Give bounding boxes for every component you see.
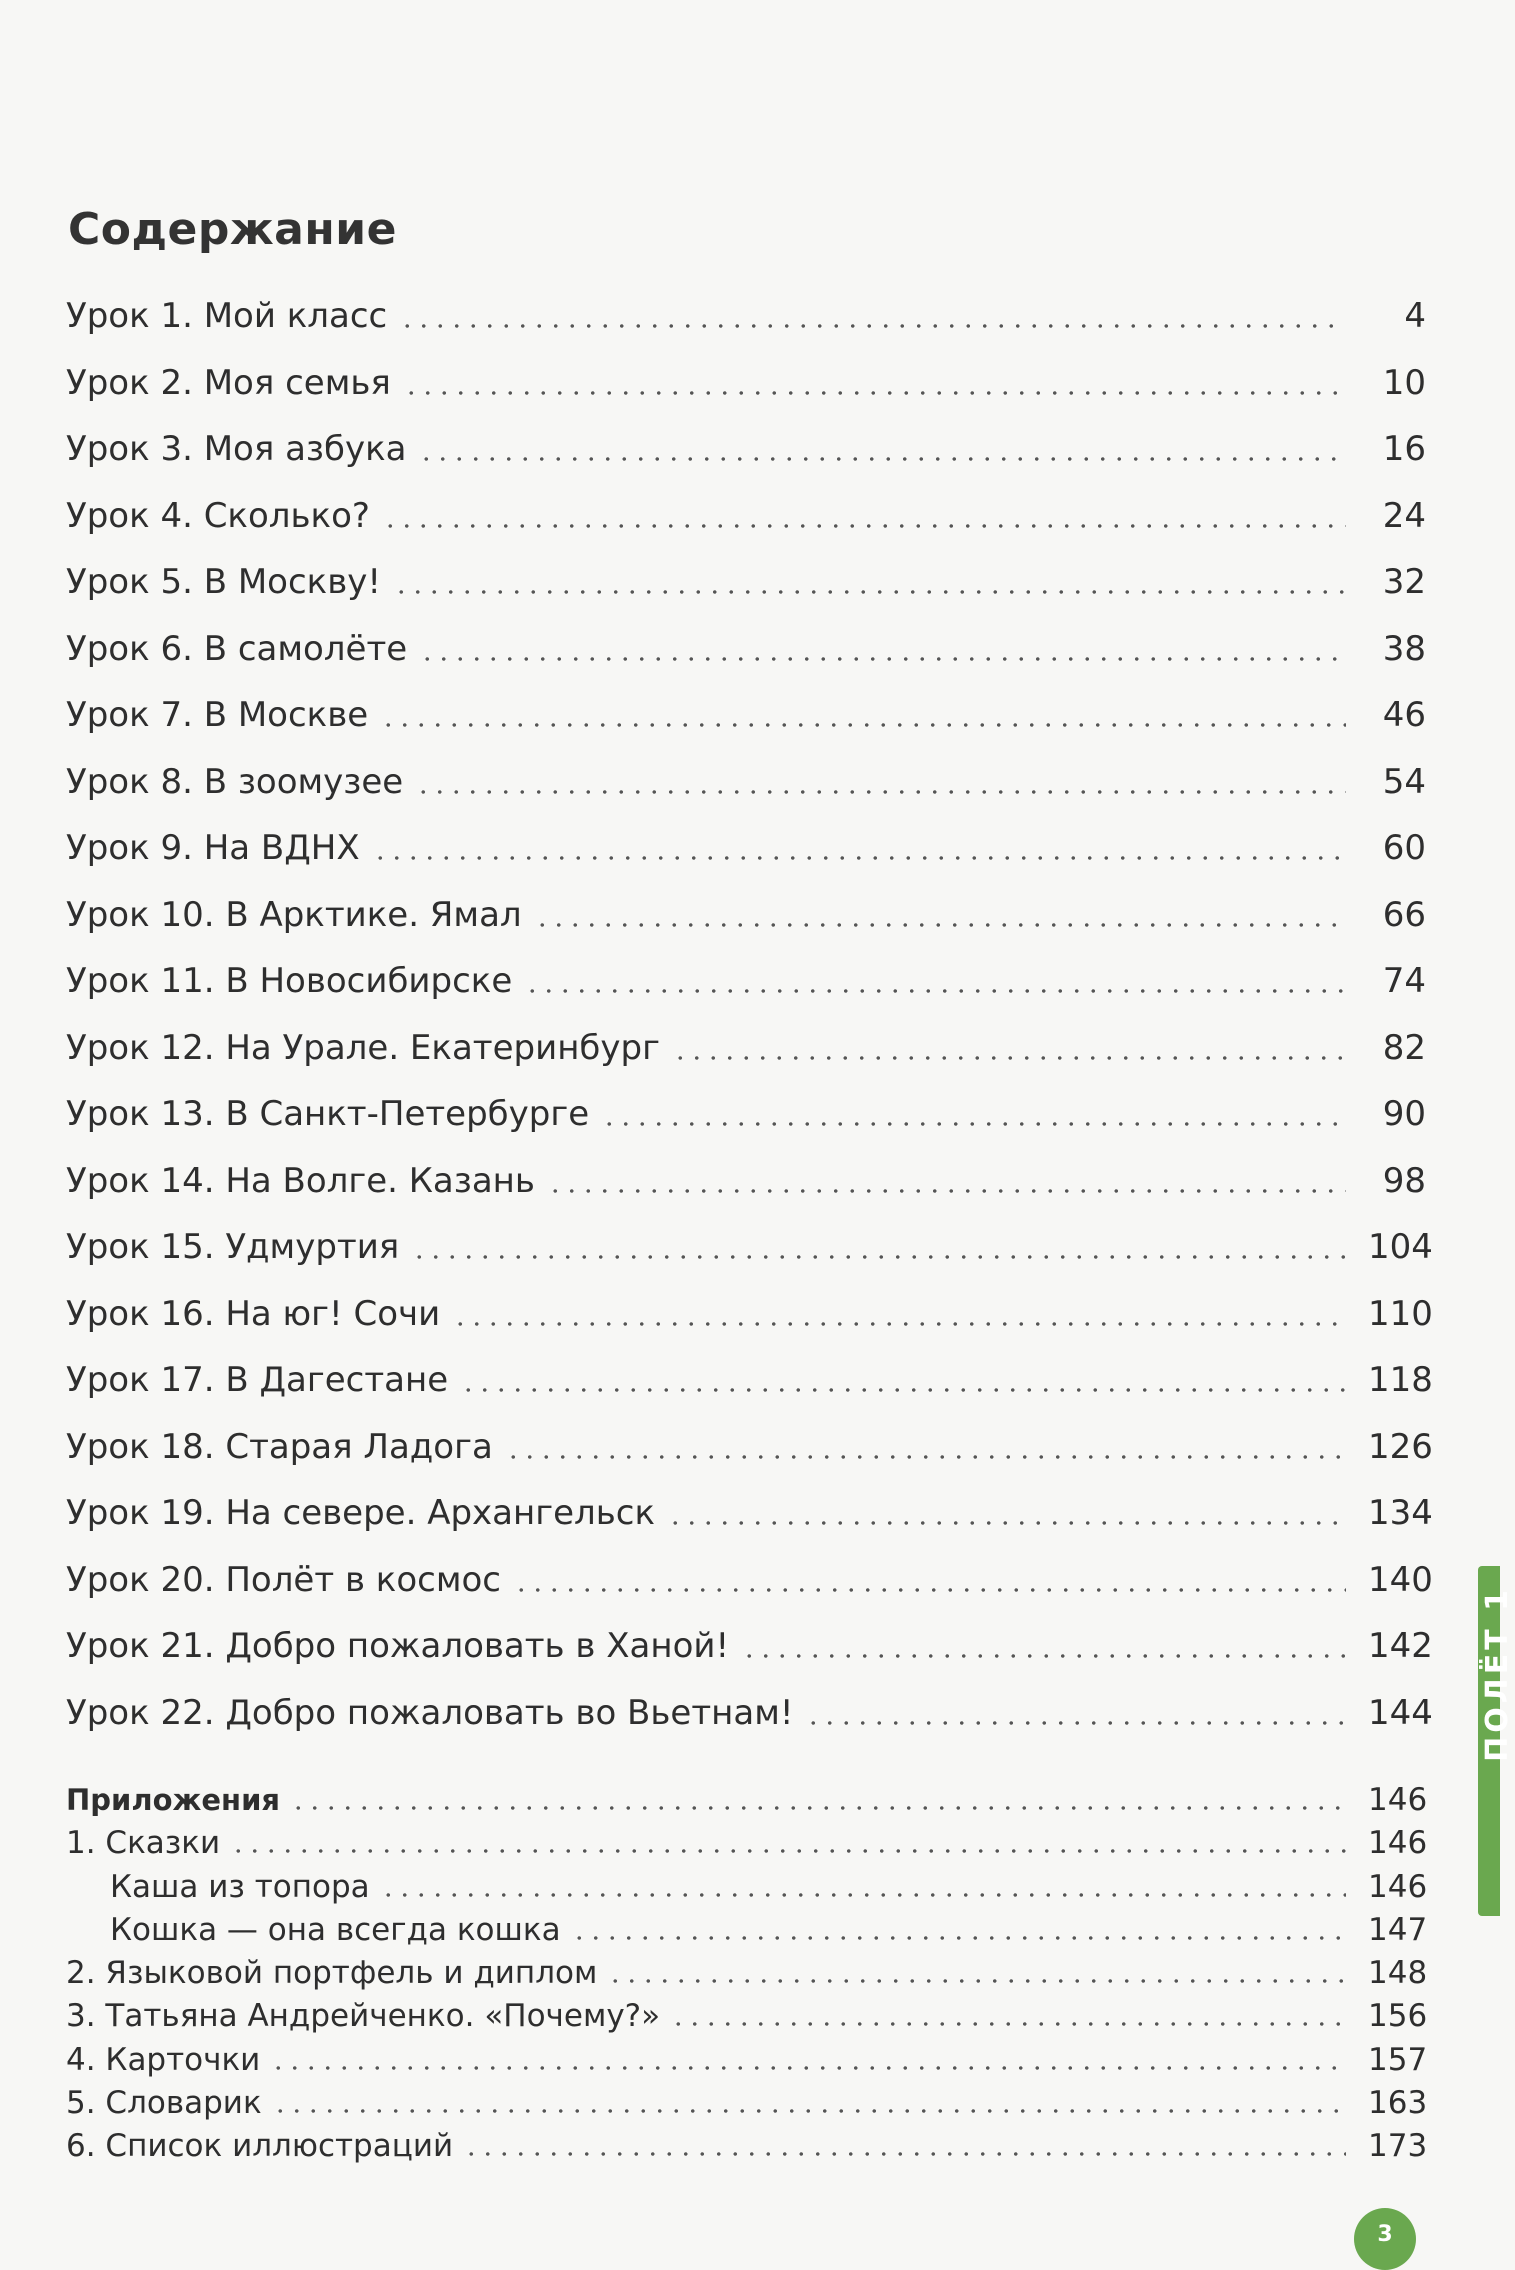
toc-entry [66,961,1426,1028]
entry-page-number: 66 [1382,894,1426,935]
entry-title: Урок 13. В Санкт-Петербурге [66,1094,590,1134]
toc-entry [66,1626,1433,1693]
entry-title: Урок 12. На Урале. Екатеринбург [66,1027,660,1068]
entry-page-number: 46 [1382,695,1426,735]
dot-leader [399,323,1346,329]
entry-page-number: 82 [1382,1027,1426,1068]
entry-page-number: 4 [1404,296,1426,336]
dot-leader [607,1978,1346,1984]
dot-leader [272,2108,1346,2114]
appendix-entry [66,1955,1426,1998]
dot-leader [372,855,1346,861]
entry-title: Урок 6. В самолёте [66,628,408,669]
table-of-contents [66,296,1433,1759]
entry-page-number: 146 [1368,1825,1428,1862]
toc-entry [66,1493,1433,1560]
entry-title: 4. Карточки [66,2041,261,2078]
entry-title: Урок 21. Добро пожаловать в Ханой! [66,1626,730,1666]
entry-page-number: 144 [1368,1692,1433,1733]
toc-entry [66,429,1426,496]
dot-leader [403,390,1346,396]
dot-leader [672,1055,1346,1061]
entry-title: Урок 20. Полёт в космос [66,1559,501,1600]
dot-leader [270,2065,1346,2071]
dot-leader [513,1587,1346,1593]
appendix-entry [66,2085,1426,2128]
entry-page-number: 140 [1368,1559,1433,1600]
side-tab-label: ПОЛЁТ 1 [1480,1586,1515,1762]
entry-title: Урок 4. Сколько? [66,495,370,536]
toc-entry [66,296,1426,363]
toc-entry [66,1293,1433,1361]
toc-entry [66,629,1426,696]
dot-leader [524,988,1346,994]
entry-page-number: 90 [1382,1094,1426,1134]
toc-entry [66,828,1426,895]
entry-title: Урок 14. На Волге. Казань [66,1160,535,1201]
dot-leader [380,1892,1346,1898]
entry-page-number: 148 [1368,1955,1428,1992]
dot-leader [670,2021,1346,2027]
entry-page-number: 156 [1368,1998,1428,2035]
entry-title: Урок 16. На юг! Сочи [66,1293,441,1334]
entry-title: Урок 22. Добро пожаловать во Вьетнам! [66,1692,794,1733]
entry-page-number: 146 [1368,1782,1428,1818]
entry-page-number: 126 [1368,1426,1433,1467]
entry-title: Урок 1. Мой класс [66,296,388,336]
appendix-entry [66,1825,1426,1868]
entry-page-number: 16 [1382,429,1426,469]
toc-entry [66,496,1426,563]
entry-page-number: 147 [1368,1911,1428,1948]
dot-leader [411,1254,1346,1260]
entry-title: 1. Сказки [66,1825,221,1862]
appendix-entry [66,1912,1426,1955]
entry-page-number: 32 [1382,562,1426,602]
dot-leader [805,1720,1346,1726]
dot-leader [393,589,1346,595]
appendix-list [66,1782,1426,2172]
entry-title: 5. Словарик [66,2085,262,2122]
appendix-entry [66,1998,1426,2041]
entry-page-number: 142 [1368,1626,1433,1666]
appendix-entry [66,1782,1426,1825]
entry-title: 3. Татьяна Андрейченко. «Почему?» [66,1998,661,2035]
entry-page-number: 110 [1368,1293,1433,1334]
entry-title: Урок 8. В зоомузее [66,761,404,802]
dot-leader [547,1188,1346,1194]
appendix-entry [66,2128,1426,2171]
dot-leader [452,1321,1346,1327]
appendix-entry [66,1869,1426,1912]
entry-title: Приложения [66,1783,281,1817]
dot-leader [534,922,1346,928]
dot-leader [290,1805,1346,1811]
entry-page-number: 146 [1368,1868,1428,1905]
entry-page-number: 38 [1382,628,1426,669]
entry-title: Урок 7. В Москве [66,695,369,735]
toc-entry [66,1094,1426,1161]
dot-leader [667,1520,1346,1526]
dot-leader [741,1653,1346,1659]
dot-leader [601,1121,1346,1127]
entry-page-number: 74 [1382,961,1426,1001]
entry-title: Кошка — она всегда кошка [110,1911,561,1948]
entry-title: 6. Список иллюстраций [66,2128,454,2165]
entry-title: Урок 3. Моя азбука [66,429,407,469]
entry-page-number: 134 [1368,1493,1433,1533]
toc-entry [66,895,1426,962]
entry-page-number: 163 [1368,2085,1428,2122]
entry-page-number: 54 [1382,761,1426,802]
entry-page-number: 98 [1382,1160,1426,1201]
dot-leader [415,789,1346,795]
entry-title: 2. Языковой портфель и диплом [66,1955,598,1992]
toc-entry [66,1426,1433,1494]
entry-title: Урок 15. Удмуртия [66,1227,400,1267]
appendix-entry [66,2042,1426,2085]
entry-title: Урок 18. Старая Ладога [66,1426,493,1467]
page-number-badge: 3 [1354,2208,1416,2270]
entry-title: Урок 17. В Дагестане [66,1360,449,1400]
toc-entry [66,695,1426,762]
entry-page-number: 173 [1368,2128,1428,2165]
entry-title: Урок 19. На севере. Архангельск [66,1493,656,1533]
dot-leader [419,656,1346,662]
dot-leader [230,1848,1346,1854]
toc-entry [66,1692,1433,1760]
chapter-side-tab [1478,1566,1515,1916]
entry-title: Урок 9. На ВДНХ [66,828,360,868]
dot-leader [505,1454,1346,1460]
entry-page-number: 24 [1382,495,1426,536]
toc-entry [66,1360,1433,1427]
dot-leader [463,2151,1346,2157]
toc-entry [66,1028,1426,1095]
entry-page-number: 10 [1382,362,1426,403]
entry-title: Урок 5. В Москву! [66,562,381,602]
dot-leader [460,1387,1346,1393]
entry-page-number: 104 [1368,1227,1433,1267]
toc-entry [66,1161,1426,1228]
entry-title: Каша из топора [110,1868,370,1905]
page-title: Содержание [68,204,397,255]
dot-leader [380,722,1346,728]
entry-page-number: 60 [1382,828,1426,868]
entry-page-number: 118 [1368,1360,1433,1400]
entry-title: Урок 10. В Арктике. Ямал [66,894,522,935]
toc-entry [66,1227,1433,1294]
dot-leader [418,456,1346,462]
toc-entry [66,363,1426,430]
entry-title: Урок 2. Моя семья [66,362,391,403]
toc-entry [66,762,1426,829]
entry-page-number: 157 [1368,2041,1428,2078]
dot-leader [382,523,1346,529]
entry-title: Урок 11. В Новосибирске [66,961,513,1001]
toc-entry [66,1559,1433,1627]
toc-entry [66,562,1426,629]
dot-leader [571,1935,1346,1941]
